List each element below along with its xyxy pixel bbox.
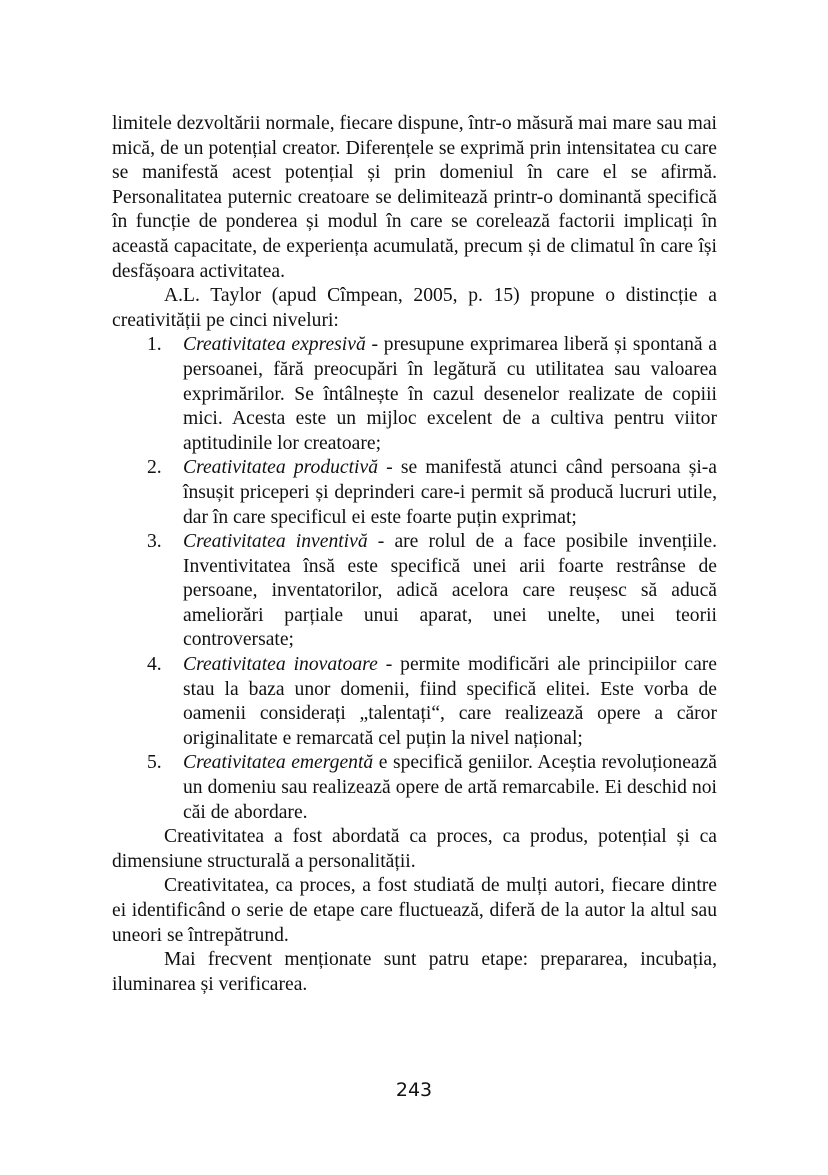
list-item-level-3	[112, 530, 717, 653]
level-description: - se manifestă atunci când persoana și-a însușit priceperi și deprinderi care-i permit să producă lucruri utile, dar în care specificul ei este foarte puțin exprimat;	[183, 457, 717, 528]
level-term: Creativitatea inventivă	[183, 531, 368, 553]
level-term: Creativitatea emergentă	[183, 752, 374, 774]
level-description: e specifică geniilor. Aceștia revoluționează un domeniu sau realizează opere de artă remarcabile. Ei deschid noi căi de abordare.	[183, 752, 717, 823]
level-description: - presupune exprimarea liberă și spontană a persoanei, fără preocupări în legătură cu utilitatea sau valoarea exprimărilor. Se întâlnește în cazul desenelor realizate de copiii mici. Acesta este un mijloc excelent de a cultiva pentru viitor aptitudinile lor creatoare;	[183, 334, 717, 454]
list-number: 3.	[147, 531, 162, 553]
paragraph-approaches: Creativitatea a fost abordată ca proces, ca produs, potențial și ca dimensiune structurală a personalității.	[112, 826, 717, 872]
list-item-level-4	[112, 653, 717, 751]
creativity-levels-list	[112, 333, 717, 825]
paragraph-stages: Mai frecvent menționate sunt patru etape: prepararea, incubația, iluminarea și verificarea.	[112, 949, 717, 995]
level-term: Creativitatea expresivă	[183, 334, 366, 356]
paragraph-taylor-intro: A.L. Taylor (apud Cîmpean, 2005, p. 15) propune o distincție a creativității pe cinci niveluri:	[112, 285, 717, 331]
page-body	[112, 112, 717, 997]
paragraph-process: Creativitatea, ca proces, a fost studiată de mulți autori, fiecare dintre ei identificând o serie de etape care fluctuează, diferă de la autor la altul sau uneori se întrepătrund.	[112, 875, 717, 946]
paragraph-personality: limitele dezvoltării normale, fiecare dispune, într-o măsură mai mare sau mai mică, de un potențial creator. Diferențele se exprimă prin intensitatea cu care se manifestă acest potențial și prin domeniul în care el se afirmă. Personalitatea puternic creatoare se delimitează printr-o dominantă specifică în funcție de ponderea și modul în care se corelează factorii implicați în această capacitate, de experiența acumulată, precum și de climatul în care își desfășoara activitatea.	[112, 113, 717, 282]
list-item-level-1	[112, 333, 717, 456]
list-number: 2.	[147, 457, 162, 479]
list-number: 1.	[147, 334, 162, 356]
list-item-level-2	[112, 456, 717, 530]
level-description: - are rolul de a face posibile invențiile. Inventivitatea însă este specifică unei arii foarte restrânse de persoane, inventatorilor, adică acelora care reușesc să aducă ameliorări parțiale unui aparat, unei unelte, unei teorii controversate;	[183, 531, 717, 651]
level-description: - permite modificări ale principiilor care stau la baza unor domenii, fiind specifică elitei. Este vorba de oamenii considerați „talentați“, care realizează opere a căror originalitate e remarcată cel puțin la nivel național;	[183, 654, 717, 749]
list-number: 4.	[147, 654, 162, 676]
level-term: Creativitatea inovatoare	[183, 654, 378, 676]
level-term: Creativitatea productivă	[183, 457, 378, 479]
list-number: 5.	[147, 752, 162, 774]
page-number: 243	[395, 1079, 433, 1101]
list-item-level-5	[112, 751, 717, 825]
